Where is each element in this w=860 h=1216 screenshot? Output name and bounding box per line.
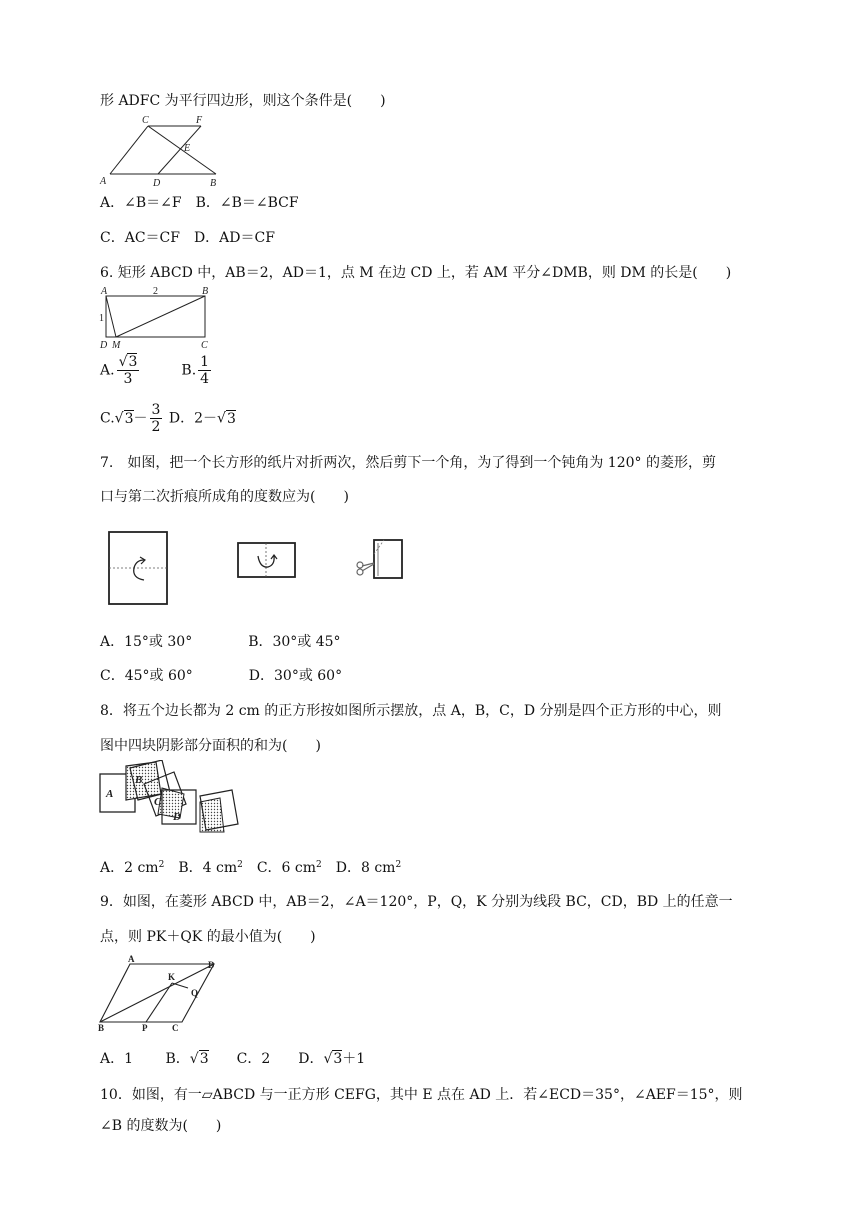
q9-opt-d-tail: ＋1: [342, 1051, 366, 1067]
q5-label-e: E: [184, 143, 191, 154]
q5-label-d: D: [153, 178, 161, 188]
q6-label-m: M: [112, 340, 121, 351]
q7-fold-step1-figure: [104, 528, 174, 608]
q6-opt-b-num: 1: [200, 354, 210, 370]
q6-label-d: D: [100, 340, 108, 351]
q8-label-a: A: [106, 788, 114, 800]
q6-opt-b-label: B.: [181, 362, 197, 379]
q10-stem-line2: ∠B 的度数为( ): [100, 1118, 222, 1134]
q5-label-a: A: [100, 176, 107, 187]
q9-label-d: D: [208, 960, 215, 970]
q9-opt-b-radicand: 3: [199, 1051, 209, 1067]
q7-options-cd: C．45°或 60° D．30°或 60°: [100, 668, 343, 684]
q8-label-c: C: [154, 796, 162, 808]
q9-label-a: A: [128, 954, 135, 964]
q7-stem-line2: 口与第二次折痕所成角的度数应为( ): [100, 489, 349, 505]
q7-cut-corner-figure: [352, 534, 408, 584]
q9-stem-line1: 9．如图，在菱形 ABCD 中，AB＝2，∠A＝120°，P，Q，K 分别为线段 BC，CD，BD 上的任意一: [100, 894, 733, 910]
q6-label-ab-length: 2: [153, 286, 158, 297]
q6-options-ab: [100, 354, 213, 387]
q5-figure: [96, 112, 226, 188]
q9-options: A．1 B．√3 C．2 D．√3＋1: [100, 1051, 366, 1067]
q7-options-ab: A．15°或 30° B．30°或 45°: [100, 634, 341, 650]
q8-opt-d: D．8 cm: [321, 860, 396, 876]
q8-opt-a: A．2 cm: [100, 860, 159, 876]
q6-opt-a-label: A.: [100, 362, 115, 379]
q9-label-b: B: [98, 1023, 105, 1032]
q6-opt-c-den: 2: [151, 419, 161, 435]
q9-label-p: P: [142, 1023, 148, 1032]
q8-opt-b: B．4 cm: [164, 860, 238, 876]
q9-opt-cd: C．2 D．: [208, 1051, 324, 1067]
q6-label-ad-length: 1: [99, 313, 104, 324]
q7-stem-line1: 7. 如图，把一个长方形的纸片对折两次，然后剪下一个角，为了得到一个钝角为 120° 的菱形，剪: [100, 455, 716, 471]
q5-label-c: C: [142, 115, 149, 126]
q6-opt-c-minus: －: [133, 410, 148, 427]
q9-opt-ab: A．1 B．: [100, 1051, 190, 1067]
q10-stem-line1: 10．如图，有一▱ABCD 与一正方形 CEFG，其中 E 点在 AD 上．若∠ECD＝35°，∠AEF＝15°，则: [100, 1087, 743, 1103]
q9-label-k: K: [168, 972, 176, 982]
q6-opt-a-num: 3: [128, 354, 138, 370]
q5-options-ab: A．∠B＝∠F B．∠B＝∠BCF: [100, 195, 299, 211]
q6-opt-a-den: 3: [123, 371, 133, 387]
q9-stem-line2: 点，则 PK＋QK 的最小值为( ): [100, 929, 316, 945]
q6-stem: 6. 矩形 ABCD 中，AB＝2，AD＝1，点 M 在边 CD 上，若 AM 平分∠DMB，则 DM 的长是( ): [100, 265, 732, 281]
q6-opt-c-label: C.: [100, 410, 115, 427]
q5-label-f: F: [196, 115, 203, 126]
q5-label-b: B: [210, 178, 217, 188]
q6-options-cd: C.√3－ $\frac{3}{2}$ D．2－√3: [100, 402, 236, 435]
q8-opt-d-sup: 2: [395, 860, 402, 870]
q6-figure: [96, 284, 221, 352]
q8-figure: [96, 760, 246, 840]
q6-label-b: B: [202, 286, 209, 297]
q6-opt-a-fraction: $\frac{√3}{3}$: [118, 354, 138, 387]
q6-opt-c-fraction: [150, 402, 163, 435]
q8-label-d: D: [173, 811, 181, 823]
q7-scissors-icon: [357, 562, 363, 568]
q5-options-cd: C．AC＝CF D．AD＝CF: [100, 230, 275, 246]
q7-fold-step2-figure: [234, 538, 300, 582]
q8-opt-c: C．6 cm: [242, 860, 317, 876]
q8-stem-line2: 图中四块阴影部分面积的和为( ): [100, 738, 321, 754]
q6-opt-d-radicand: 3: [226, 410, 236, 427]
q8-opt-b-sup: 2: [237, 860, 243, 870]
q6-label-c: C: [201, 340, 208, 351]
q6-opt-c-radicand: 3: [124, 410, 134, 427]
q8-opt-c-sup: 2: [316, 860, 322, 870]
q8-stem-line1: 8．将五个边长都为 2 cm 的正方形按如图所示摆放，点 A，B，C，D 分别是四个正方形的中心，则: [100, 703, 722, 719]
q8-label-b: B: [135, 774, 143, 786]
q8-options: [100, 857, 401, 877]
q9-label-q: Q: [191, 988, 199, 998]
q6-opt-c-num: 3: [151, 402, 161, 418]
q9-figure: [96, 952, 221, 1032]
q8-opt-a-sup: 2: [158, 860, 165, 870]
q5-stem-tail: 形 ADFC 为平行四边形，则这个条件是( ): [100, 93, 386, 109]
q6-opt-d-text: D．2－: [168, 410, 218, 427]
q9-opt-d-radicand: 3: [333, 1051, 343, 1067]
q9-label-c: C: [172, 1023, 179, 1032]
q6-label-a: A: [101, 286, 108, 297]
q6-opt-b-fraction: [198, 354, 211, 387]
q6-opt-b-den: 4: [200, 371, 210, 387]
